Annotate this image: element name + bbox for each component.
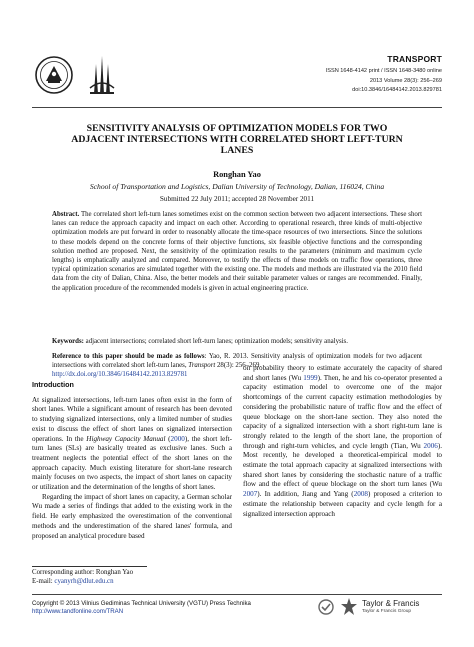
right-text-c: ). Most recently, he developed a theoretical-empirical model to estimate the total approach capacity at signalized intersections with shared short lanes by considering the stochastic nature of a traffic flow and the effect of queue blockage on the short turn lanes (Wu	[243, 441, 442, 489]
crossmark-icon[interactable]	[318, 599, 334, 615]
paper-dates: Submitted 22 July 2011; accepted 28 November 2011	[159, 195, 315, 203]
right-text-e: ) proposed a criterion to estimate the relationship between capacity and cycle length for a signalized intersection approach	[243, 490, 443, 518]
right-text-a: on probability theory to estimate accurately the capacity of shared and short lanes (Wu	[243, 364, 442, 382]
right-text-b: ). Then, he and his co-operator presented a capacity estimation model to overcome one of the major shortcomings of the current capacity estimation methodologies by considering the probabilistic nature of traffic flow and the effect of queue blockage on the short-lane section. They also noted the capacity of a signalized intersection with a short right-turn lane is strongly related to the length of the short lane, the proportion of through and right-turn vehicles, and cycle length (Tian, Wu	[243, 373, 442, 450]
email-label: E-mail:	[32, 577, 55, 585]
reference-label: Reference to this paper should be made as follows	[52, 353, 205, 360]
body-left-column	[32, 380, 232, 541]
journal-issn: ISSN 1648-4142 print / ISSN 1648-3480 online	[325, 68, 442, 74]
reference-text-before: : Yao, R. 2013. Sensitivity analysis of optimization models for two adjacent intersections with correlated short left-turn lanes,	[52, 353, 422, 370]
abstract-label: Abstract.	[52, 211, 80, 218]
copyright-block	[32, 600, 251, 616]
intro-p1-year-link[interactable]: 2000	[170, 434, 185, 443]
citation-link-2006[interactable]: 2006	[423, 441, 438, 450]
citation-link-1999[interactable]: 1999	[303, 373, 318, 382]
paper-title: SENSITIVITY ANALYSIS OF OPTIMIZATION MODELS FOR TWO ADJACENT INTERSECTIONS WITH CORRELATED SHORT LEFT-TURN LANES	[71, 123, 403, 156]
publisher-name: Taylor & Francis	[362, 599, 420, 608]
intro-p1-open: (	[165, 434, 171, 443]
abstract	[52, 210, 422, 293]
journal-url-link[interactable]: http://www.tandfonline.com/TRAN	[32, 608, 124, 616]
footnote-rule	[32, 566, 147, 567]
right-text-d: ). In addition, Jiang and Yang (	[257, 490, 354, 499]
university-emblem-icon	[34, 55, 74, 95]
copyright-text: Copyright © 2013 Vilnius Gediminas Technical University (VGTU) Press Technika	[32, 600, 251, 607]
section-heading-introduction: Introduction	[32, 380, 74, 389]
corresponding-author: Corresponding author: Ronghan Yao	[32, 569, 134, 576]
publisher-group: Taylor & Francis Group	[362, 609, 412, 614]
intro-p1-text: At signalized intersections, left-turn lanes often exist in the form of short lanes. While a significant amount of research has been devoted to studying signalized intersections, only a limited number of studies exist to discuss the effect of short lanes on signalized intersection operations. In the	[32, 395, 232, 443]
keywords-text: adjacent intersections; correlated short left-turn lanes; optimization models; sensitivity analysis.	[85, 338, 348, 345]
journal-name: TRANSPORT	[387, 54, 442, 64]
author-email-link[interactable]: cyanyrh@dlut.edu.cn	[54, 577, 114, 585]
vgtu-towers-logo-icon	[88, 54, 116, 96]
journal-volume: 2013 Volume 28(3): 256–269	[369, 77, 442, 84]
citation-link-2007[interactable]: 2007	[243, 490, 258, 499]
intro-paragraph-1	[32, 396, 232, 493]
footer-rule	[32, 594, 442, 595]
intro-paragraph-2-continued	[243, 364, 442, 519]
paper-affiliation: School of Transportation and Logistics, Dalian University of Technology, Dalian, 116024, China	[89, 182, 385, 191]
reference-text-after: 28(3): 256–269.	[215, 362, 262, 370]
abstract-text: The correlated short left-turn lanes sometimes exist on the common section between two adjacent intersections. These short lanes can reduce the approach capacity and impact on each other. According to operational research, three kinds of multi-objective optimization models are put forward in order to reasonably allocate the time-space resources of two intersections. Since the solutions to these models depend on the concrete forms of their objective functions, six feasible objective functions and the corresponding solution method are proposed. Next, the sensitivity of the optimization results to the parameters (minimum and maximum cycle lengths) is emphatically analyzed and compared. Moreover, to testify the effects of these models on traffic flow operations, three typical optimization scenarios are simulated together with the existing one. The models and methods are illustrated via the 2010 field data from the city of Dalian, China. Also, the better models and their suitable parameter values or ranges are recommended. Finally, the application procedure of the recommended models is given in actual engineering practice.	[52, 211, 422, 292]
reference-doi-link[interactable]: http://dx.doi.org/10.3846/16484142.2013.829781	[52, 371, 188, 379]
intro-p1-rest: ), the short left-turn lanes (SLs) are basically treated as exclusive lanes. Such a treatment neglects the potential effect of the short lanes on the approach capacity. Much existing literature for short-lane research mainly focuses on two aspects, the impact of short lanes on capacity or utilization and the determination of the lengths of short lanes.	[32, 434, 232, 492]
keywords	[52, 337, 422, 346]
intro-p1-manual: Highway Capacity Manual	[86, 434, 166, 443]
journal-info	[230, 54, 442, 96]
body-right-column	[243, 364, 442, 519]
keywords-label: Keywords:	[52, 338, 84, 345]
citation-link-2008[interactable]: 2008	[353, 490, 368, 499]
intro-paragraph-2: Regarding the impact of short lanes on capacity, a German scholar Wu made a series of findings that added to the existing work in the field. He early emphasized the overestimation of the conventional methods and the underestimation of the shared lanes' formula, and proposed an analytical procedure based	[32, 492, 232, 540]
journal-doi: doi:10.3846/16484142.2013.829781	[352, 87, 442, 93]
footnote	[32, 569, 133, 586]
author-email-line	[32, 578, 133, 587]
header-rule	[32, 107, 442, 108]
taylor-francis-logo-icon	[340, 597, 358, 617]
reference-journal: Transport	[188, 362, 216, 370]
paper-author: Ronghan Yao	[213, 170, 261, 179]
